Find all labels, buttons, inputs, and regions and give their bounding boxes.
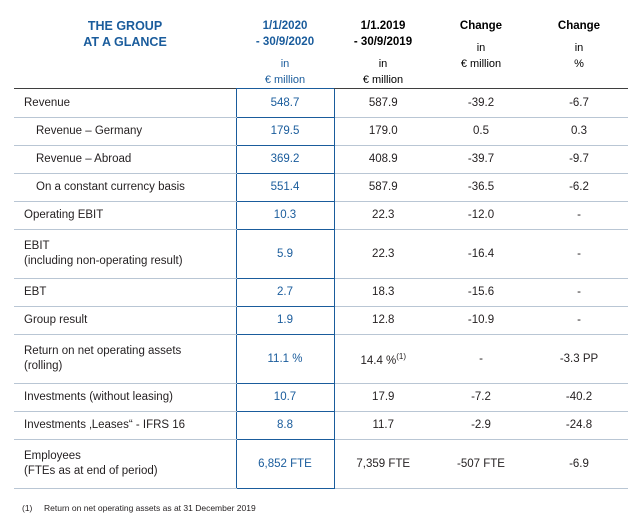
footnote	[14, 503, 628, 513]
row-value-current: 11.1 %	[236, 335, 334, 384]
row-value-current: 179.5	[236, 118, 334, 146]
row-label-line2: (rolling)	[24, 360, 63, 372]
row-value-prior: 587.9	[334, 89, 432, 118]
row-label-line2: (including non-operating result)	[24, 255, 183, 267]
column-header-line1: 1/1.2019	[360, 20, 406, 32]
table-row	[14, 230, 628, 279]
row-label: Revenue – Germany	[14, 118, 236, 146]
row-value-change-abs: -15.6	[432, 279, 530, 307]
row-value-prior: 12.8	[334, 307, 432, 335]
row-value-change-abs: -507 FTE	[432, 440, 530, 489]
row-label: On a constant currency basis	[14, 174, 236, 202]
row-value-change-pct: -	[530, 279, 628, 307]
header-row	[14, 10, 628, 89]
row-value-prior: 22.3	[334, 202, 432, 230]
table-row	[14, 202, 628, 230]
table-title-line2: AT A GLANCE	[83, 35, 167, 49]
row-value-current: 548.7	[236, 89, 334, 118]
row-value-current: 10.7	[236, 384, 334, 412]
row-value-change-pct: 0.3	[530, 118, 628, 146]
row-label: EBT	[14, 279, 236, 307]
row-value-prior: 7,359 FTE	[334, 440, 432, 489]
column-header-unit-in: in	[280, 58, 290, 70]
row-label-line1: Employees	[24, 450, 81, 462]
column-header-change-absolute	[432, 10, 530, 89]
row-label	[14, 440, 236, 489]
row-value-current: 8.8	[236, 412, 334, 440]
column-header-line1: 1/1/2020	[262, 20, 308, 32]
column-header-change-percent	[530, 10, 628, 89]
footnote-text: Return on net operating assets as at 31 December 2019	[44, 503, 256, 513]
row-value-change-abs: -2.9	[432, 412, 530, 440]
row-value-prior: 408.9	[334, 146, 432, 174]
table-row	[14, 440, 628, 489]
group-at-a-glance-table	[14, 10, 628, 489]
table-header	[14, 10, 628, 89]
row-label	[14, 335, 236, 384]
column-header-current-period	[236, 10, 334, 89]
column-header-unit-value: € million	[362, 74, 404, 86]
row-value-change-abs: -39.7	[432, 146, 530, 174]
row-value-change-pct: -6.7	[530, 89, 628, 118]
table-row	[14, 384, 628, 412]
row-label: Revenue	[14, 89, 236, 118]
row-value-current: 5.9	[236, 230, 334, 279]
row-value-change-pct: -6.9	[530, 440, 628, 489]
table-row	[14, 279, 628, 307]
row-label: Group result	[14, 307, 236, 335]
table-body	[14, 89, 628, 489]
table-row	[14, 146, 628, 174]
row-value-current: 6,852 FTE	[236, 440, 334, 489]
row-value-change-abs: -39.2	[432, 89, 530, 118]
column-header-unit-in: in	[574, 42, 584, 54]
row-value-current: 1.9	[236, 307, 334, 335]
row-value-change-abs: -	[432, 335, 530, 384]
table-row	[14, 89, 628, 118]
row-value-change-abs: -7.2	[432, 384, 530, 412]
row-value-prior: 179.0	[334, 118, 432, 146]
column-header-unit-value: € million	[264, 74, 306, 86]
row-value-prior	[334, 335, 432, 384]
table-row	[14, 118, 628, 146]
row-label	[14, 230, 236, 279]
column-header-unit-value: € million	[460, 58, 502, 70]
column-header-line2: - 30/9/2019	[353, 36, 413, 48]
row-value-change-pct: -9.7	[530, 146, 628, 174]
row-value-prior: 18.3	[334, 279, 432, 307]
row-label-line2: (FTEs as at end of period)	[24, 465, 158, 477]
row-value-change-pct: -	[530, 202, 628, 230]
row-value-change-pct: -	[530, 307, 628, 335]
row-value-prior: 587.9	[334, 174, 432, 202]
row-value-current: 2.7	[236, 279, 334, 307]
column-header-prior-period	[334, 10, 432, 89]
row-value-prior: 11.7	[334, 412, 432, 440]
row-value-change-pct: -3.3 PP	[530, 335, 628, 384]
table-row	[14, 174, 628, 202]
column-header-line1: Change	[459, 20, 503, 32]
row-label: Operating EBIT	[14, 202, 236, 230]
row-value-change-pct: -24.8	[530, 412, 628, 440]
row-value-change-pct: -	[530, 230, 628, 279]
row-value-change-abs: -36.5	[432, 174, 530, 202]
column-header-unit-in: in	[378, 58, 388, 70]
row-label: Revenue – Abroad	[14, 146, 236, 174]
table-row	[14, 307, 628, 335]
row-label: Investments (without leasing)	[14, 384, 236, 412]
column-header-line2: - 30/9/2020	[255, 36, 315, 48]
row-label-line1: Return on net operating assets	[24, 345, 182, 357]
row-value-prior: 17.9	[334, 384, 432, 412]
row-value-change-abs: -16.4	[432, 230, 530, 279]
row-value-change-abs: 0.5	[432, 118, 530, 146]
column-header-unit-value: %	[574, 58, 584, 70]
table-row	[14, 412, 628, 440]
row-label: Investments ‚Leases“ - IFRS 16	[14, 412, 236, 440]
row-value-current: 369.2	[236, 146, 334, 174]
row-value-change-pct: -6.2	[530, 174, 628, 202]
footnote-mark: (1)	[22, 503, 33, 513]
row-value-current: 551.4	[236, 174, 334, 202]
row-value-prior: 22.3	[334, 230, 432, 279]
table-title	[14, 10, 236, 89]
table-title-line1: THE GROUP	[87, 19, 163, 33]
table-row	[14, 335, 628, 384]
footnote-reference: (1)	[396, 352, 407, 362]
row-value-change-abs: -12.0	[432, 202, 530, 230]
column-header-line1: Change	[557, 20, 601, 32]
row-value-change-abs: -10.9	[432, 307, 530, 335]
row-label-line1: EBIT	[24, 240, 50, 252]
row-value-change-pct: -40.2	[530, 384, 628, 412]
column-header-unit-in: in	[476, 42, 486, 54]
row-value-current: 10.3	[236, 202, 334, 230]
row-value-prior-text: 14.4 %	[360, 354, 397, 367]
